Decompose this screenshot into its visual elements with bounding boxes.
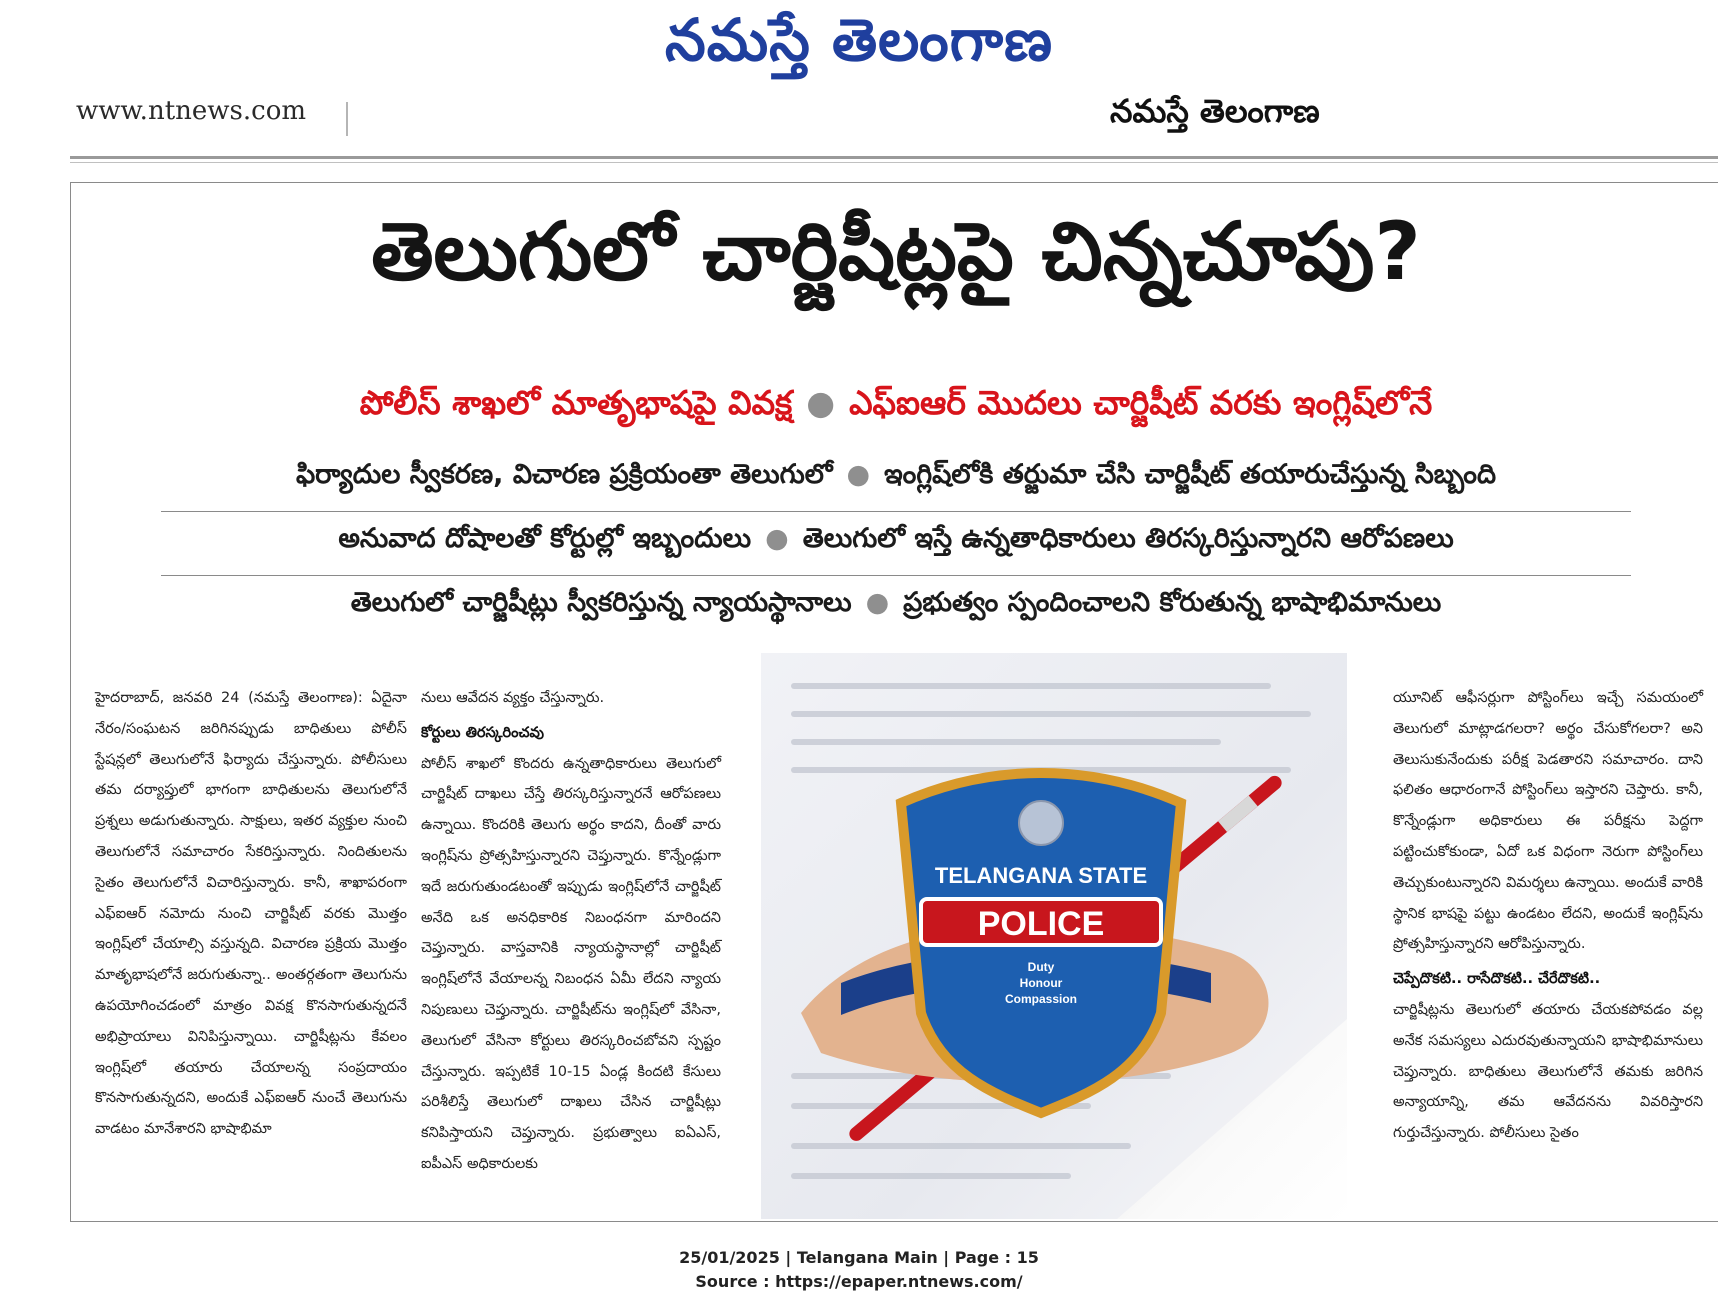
badge-line-2: POLICE bbox=[977, 905, 1105, 943]
badge-motto-3: Compassion bbox=[1004, 992, 1078, 1006]
section-subhead: చెప్పేదొకటి.. రాసేదొకటి.. చేరేదొకటి.. bbox=[1393, 971, 1601, 988]
police-badge-illustration bbox=[761, 653, 1347, 1219]
subdeck-divider bbox=[161, 511, 1631, 512]
deck bbox=[71, 383, 1718, 430]
body-paragraph: నులు ఆవేదన వ్యక్తం చేస్తున్నారు. bbox=[421, 690, 605, 706]
subdeck-text: అనువాద దోషాలతో కోర్టుల్లో ఇబ్బందులు bbox=[338, 523, 752, 554]
subdeck-divider bbox=[161, 575, 1631, 576]
bullet-icon: ● bbox=[806, 383, 836, 422]
masthead-rule-bottom bbox=[70, 162, 1718, 163]
url-divider bbox=[346, 102, 348, 136]
badge-line-1: TELANGANA STATE bbox=[934, 863, 1148, 888]
body-paragraph: పోలీస్ శాఖలో కొందరు ఉన్నతాధికారులు తెలుగులో చార్జిషీట్ దాఖలు చేస్తే తిరస్కరిస్తున్నారనే ఆరోపణలు ఉన్నాయి. కొందరికి తెలుగు అర్థం కాదని, దీంతో వారు ఇంగ్లిష్‌ను ప్రోత్సహిస్తున్నారని చెప్తున్నారు. కొన్నేండ్లుగా ఇదే జరుగుతుండటంతో ఇప్పుడు ఇంగ్లిష్‌లోనే చార్జిషీట్ అనేది ఒక అనధికారిక నిబంధనగా మారిందని చెప్తున్నారు. వాస్తవానికి న్యాయస్థానాల్లో చార్జిషీట్ ఇంగ్లిష్‌లోనే వేయాలన్న నిబంధన ఏమీ లేదని న్యాయ నిపుణులు చెప్తున్నారు. చార్జిషీట్‌ను ఇంగ్లిష్‌లో వేసినా, తెలుగులో వేసినా కోర్టులు తిరస్కరించబోవని స్పష్టం చేస్తున్నారు. ఇప్పటికే 10-15 ఏండ్ల కిందటి కేసులు పరిశీలిస్తే తెలుగులో దాఖలు చేసిన చార్జిషీట్లు కనిపిస్తాయని చెప్తున్నారు. ప్రభుత్వాలు ఐఏఎస్, ఐపీఎస్ అధికారులకు bbox=[421, 755, 721, 1172]
subdeck-text: తెలుగులో ఇస్తే ఉన్నతాధికారులు తిరస్కరిస్తున్నారని ఆరోపణలు bbox=[802, 523, 1454, 554]
body-column-3 bbox=[1393, 683, 1703, 1149]
masthead-rule-top bbox=[70, 156, 1718, 159]
bullet-icon: ● bbox=[765, 523, 789, 554]
badge-motto-1: Duty bbox=[1027, 960, 1055, 974]
subdeck-text: ప్రభుత్వం స్పందించాలని కోరుతున్న భాషాభిమానులు bbox=[903, 587, 1442, 618]
subdeck-2 bbox=[71, 523, 1718, 561]
section-subhead: కోర్టులు తిరస్కరించవు bbox=[421, 724, 544, 741]
bullet-icon: ● bbox=[865, 587, 890, 618]
bullet-icon: ● bbox=[846, 459, 871, 490]
body-paragraph: చార్జిషీట్లను తెలుగులో తయారు చేయకపోవడం వల్ల అనేక సమస్యలు ఎదురవుతున్నాయని భాషాభిమానులు చెప్తున్నారు. బాధితులు తెలుగులోనే తమకు జరిగిన అన్యాయాన్ని, తమ ఆవేదనను వివరిస్తారని గుర్తుచేస్తున్నారు. పోలీసులు సైతం bbox=[1393, 1001, 1703, 1142]
body-column-2 bbox=[421, 683, 721, 1180]
footer-source[interactable]: Source : https://epaper.ntnews.com/ bbox=[695, 1272, 1023, 1291]
deck-part-2: ఎఫ్ఐఆర్ మొదలు చార్జిషీట్ వరకు ఇంగ్లిష్‌లోనే bbox=[849, 383, 1433, 422]
deck-part-1: పోలీస్ శాఖలో మాతృభాషపై వివక్ష bbox=[359, 383, 793, 422]
emblem-icon bbox=[1019, 801, 1063, 845]
police-photo bbox=[761, 653, 1347, 1219]
subdeck-text: తెలుగులో చార్జిషీట్లు స్వీకరిస్తున్న న్యాయస్థానాలు bbox=[350, 587, 852, 618]
site-url[interactable]: www.ntnews.com bbox=[76, 96, 307, 126]
subdeck-text: ఇంగ్లిష్‌లోకి తర్జుమా చేసి చార్జిషీట్ తయారుచేస్తున్న సిబ్బంది bbox=[884, 459, 1497, 490]
headline: తెలుగులో చార్జిషీట్లపై చిన్నచూపు? bbox=[371, 205, 1421, 298]
baton-tip bbox=[1218, 796, 1258, 832]
article-frame bbox=[70, 182, 1718, 1222]
badge-motto-2: Honour bbox=[1019, 976, 1063, 990]
page-brand: నమస్తే తెలంగాణ bbox=[1110, 92, 1320, 130]
masthead-logo: నమస్తే తెలంగాణ bbox=[665, 6, 1053, 74]
subdeck-text: ఫిర్యాదుల స్వీకరణ, విచారణ ప్రక్రియంతా తెలుగులో bbox=[295, 459, 833, 490]
body-paragraph: హైదరాబాద్, జనవరి 24 (నమస్తే తెలంగాణ): ఏదైనా నేరం/సంఘటన జరిగినప్పుడు బాధితులు పోలీస్ స్టేషన్లలో తెలుగులోనే ఫిర్యాదు చేస్తున్నారు. పోలీసులు తమ దర్యాప్తులో భాగంగా బాధితులను తెలుగులోనే ప్రశ్నలు అడుగుతున్నారు. సాక్షులు, ఇతర వ్యక్తుల నుంచి తెలుగులోనే సమాచారం సేకరిస్తున్నారు. నిందితులను సైతం తెలుగులోనే విచారిస్తున్నారు. కానీ, శాఖాపరంగా ఎఫ్ఐఆర్ నమోదు నుంచి చార్జిషీట్ వరకు మొత్తం ఇంగ్లిష్‌లో చేయాల్సి వస్తున్నది. విచారణ ప్రక్రియ మొత్తం మాతృభాషలోనే జరుగుతున్నా.. అంతర్గతంగా తెలుగును ఉపయోగించడంలో మాత్రం వివక్ష కొనసాగుతున్నదనే అభిప్రాయాలు వినిపిస్తున్నాయి. చార్జిషీట్లను కేవలం ఇంగ్లిష్‌లో తయారు చేయాలన్న సంప్రదాయం కొనసాగుతున్నదని, అందుకే ఎఫ్ఐఆర్ నుంచే తెలుగును వాడటం మానేశారని భాషాభిమా bbox=[95, 690, 407, 1138]
footer-dateline: 25/01/2025 | Telangana Main | Page : 15 bbox=[679, 1248, 1039, 1267]
body-column-1 bbox=[95, 683, 407, 1145]
subdeck-3 bbox=[71, 587, 1718, 625]
body-paragraph: యూనిట్ ఆఫీసర్లుగా పోస్టింగ్‌లు ఇచ్చే సమయంలో తెలుగులో మాట్లాడగలరా? అర్థం చేసుకోగలరా? అని తెలుసుకునేందుకు పరీక్ష పెడతారని సమాచారం. దాని ఫలితం ఆధారంగానే పోస్టింగ్‌లు ఇస్తారని చెప్తారు. కానీ, కొన్నేండ్లుగా అధికారులు ఈ పరీక్షను పెద్దగా పట్టించుకోకుండా, ఏదో ఒక విధంగా నెరుగా పోస్టింగ్‌లు తెచ్చుకుంటున్నారని విమర్శలు ఉన్నాయి. అందుకే వారికి స్థానిక భాషపై పట్టు ఉండటం లేదని, అందుకే ఇంగ్లిష్‌ను ప్రోత్సహిస్తున్నారని ఆరోపిస్తున్నారు. bbox=[1393, 690, 1703, 953]
subdeck-1 bbox=[71, 459, 1718, 497]
